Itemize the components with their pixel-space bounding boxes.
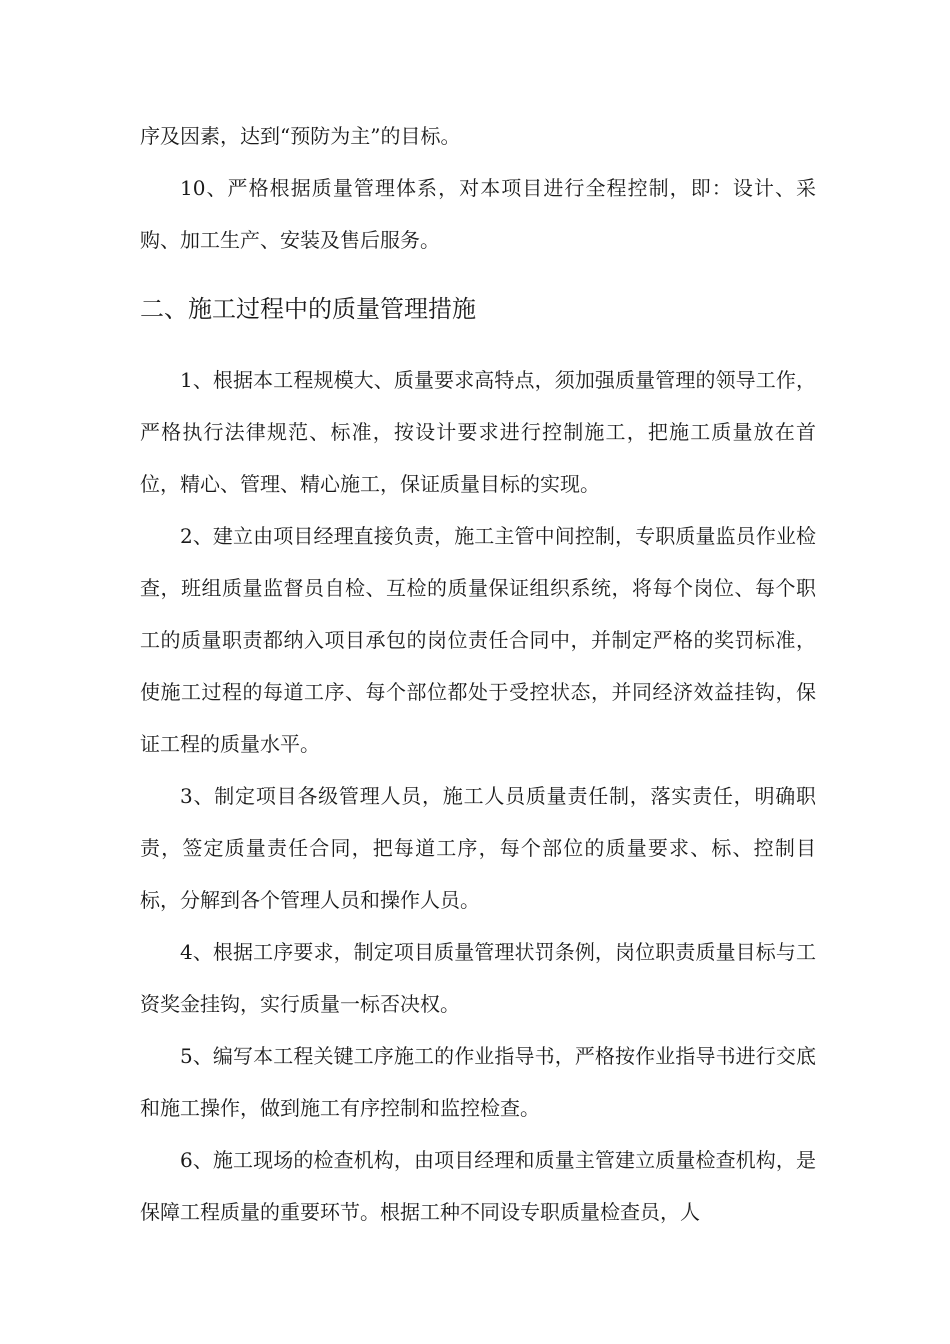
paragraph-item-4: 4、根据工序要求，制定项目质量管理状罚条例，岗位职责质量目标与工资奖金挂钩，实行质量一标否决权。: [140, 940, 816, 1016]
paragraph-item-1: 1、根据本工程规模大、质量要求高特点，须加强质量管理的领导工作，严格执行法律规范、标准，按设计要求进行控制施工，把施工质量放在首位，精心、管理、精心施工，保证质量目标的实现。: [140, 368, 816, 496]
paragraph-continuation: 序及因素，达到“预防为主”的目标。: [140, 124, 461, 148]
paragraph-item-2: 2、建立由项目经理直接负责，施工主管中间控制，专职质量监员作业检查，班组质量监督员自检、互检的质量保证组织系统，将每个岗位、每个职工的质量职责都纳入项目承包的岗位责任合同中，并制定严格的奖罚标准，使施工过程的每道工序、每个部位都处于受控状态，并同经济效益挂钩，保证工程的质量水平。: [140, 524, 816, 756]
paragraph-item-10: 10、严格根据质量管理体系，对本项目进行全程控制，即：设计、采购、加工生产、安装及售后服务。: [140, 176, 816, 252]
section-heading: 二、施工过程中的质量管理措施: [140, 295, 476, 323]
document-body: [140, 110, 816, 1238]
paragraph-item-3: 3、制定项目各级管理人员，施工人员质量责任制，落实责任，明确职责，签定质量责任合同，把每道工序，每个部位的质量要求、标、控制目标，分解到各个管理人员和操作人员。: [140, 784, 816, 912]
paragraph-item-5: 5、编写本工程关键工序施工的作业指导书，严格按作业指导书进行交底和施工操作，做到施工有序控制和监控检查。: [140, 1044, 816, 1120]
paragraph-item-6: 6、施工现场的检查机构，由项目经理和质量主管建立质量检查机构，是保障工程质量的重要环节。根据工种不同设专职质量检查员，人: [140, 1148, 816, 1224]
